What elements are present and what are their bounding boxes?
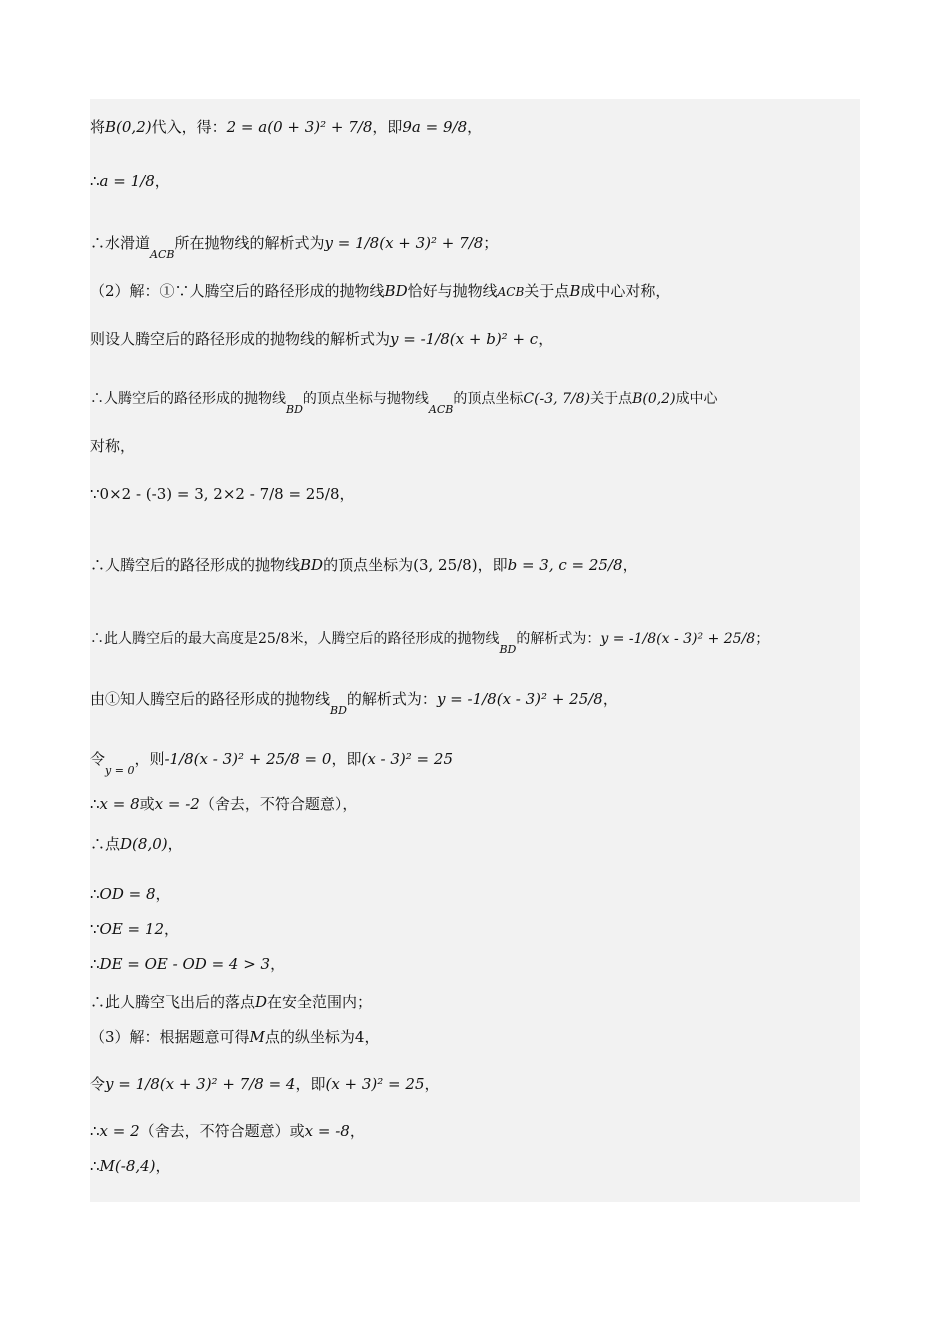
- text: 关于点: [524, 282, 570, 300]
- line-de: [90, 954, 285, 974]
- text: 水滑道: [105, 234, 151, 252]
- math: (x + 3)² = 25: [325, 1075, 425, 1093]
- math: a = 1/8: [99, 172, 155, 190]
- text: 则设人腾空后的路径形成的抛物线的解析式为: [90, 330, 391, 348]
- math: ACB: [150, 248, 175, 261]
- therefore-symbol: ∴: [90, 955, 100, 973]
- therefore-symbol: ∴: [90, 391, 104, 407]
- therefore-symbol: ∴: [90, 1122, 100, 1140]
- line-part3: [90, 1027, 379, 1047]
- text: 将: [90, 118, 106, 136]
- math: C(-3, 7/8): [523, 391, 591, 407]
- math: 2 = a(0 + 3)² + 7/8: [226, 118, 373, 136]
- math: 25/8: [258, 631, 290, 647]
- math: BD: [384, 282, 408, 300]
- text: 或: [139, 795, 155, 813]
- math: DE = OE - OD = 4 > 3: [99, 955, 271, 973]
- math: x = 8: [99, 795, 140, 813]
- math: BD: [330, 704, 347, 717]
- line-acb-equation: [90, 233, 498, 265]
- math: B(0,2): [105, 118, 152, 136]
- line-oe: [90, 919, 179, 939]
- text: ，: [467, 118, 483, 136]
- therefore-symbol: ∴: [90, 885, 100, 903]
- text: ∴点: [90, 835, 121, 853]
- because-symbol: ∵: [90, 485, 100, 503]
- math: BD: [499, 643, 517, 656]
- therefore-symbol: ∴: [90, 1157, 100, 1175]
- text: ，: [155, 1157, 171, 1175]
- math: ACB: [497, 285, 525, 299]
- text: 的解析式为：: [516, 631, 601, 647]
- math: D: [255, 993, 268, 1011]
- math: 9a = 9/8: [402, 118, 468, 136]
- text: 成中心对称，: [580, 282, 671, 300]
- math: 0×2 - (-3) = 3, 2×2 - 7/8 = 25/8: [99, 485, 340, 503]
- text: ；: [755, 631, 770, 647]
- line-vertex-calc: [90, 484, 355, 504]
- text: 的解析式为：: [346, 690, 437, 708]
- line-part2-symmetric: [90, 281, 670, 302]
- line-let-y4: [90, 1074, 440, 1094]
- line-assume-bd: [90, 329, 553, 349]
- text: 对称，: [90, 437, 136, 455]
- text: 在安全范围内；: [267, 993, 373, 1011]
- text: ；: [483, 234, 499, 252]
- line-bd-vertex: [90, 555, 638, 575]
- text: 关于点: [590, 391, 633, 407]
- text: ∴人腾空后的路径形成的抛物线: [90, 556, 301, 574]
- text: ，: [155, 885, 171, 903]
- text: ，: [167, 835, 183, 853]
- line-safe: [90, 992, 372, 1012]
- text: ，则: [134, 750, 165, 768]
- text: 人腾空后的路径形成的抛物线: [104, 391, 286, 407]
- text: 由①知人腾空后的路径形成的抛物线: [90, 690, 331, 708]
- math: y = -1/8(x - 3)² + 25/8: [600, 631, 756, 647]
- math: -1/8(x - 3)² + 25/8 = 0: [164, 750, 332, 768]
- math: x = -8: [304, 1122, 350, 1140]
- text: ，: [622, 556, 638, 574]
- math: OD = 8: [99, 885, 156, 903]
- text: 成中心: [675, 391, 718, 407]
- text: 所在抛物线的解析式为: [174, 234, 325, 252]
- math: y = -1/8(x - 3)² + 25/8: [436, 690, 603, 708]
- text: ，: [424, 1075, 440, 1093]
- solution-panel: [90, 99, 860, 1202]
- therefore-symbol: ∴: [90, 795, 100, 813]
- line-max-height: [90, 629, 769, 660]
- math: b = 3, c = 25/8: [507, 556, 623, 574]
- text: 点的纵坐标为4，: [264, 1028, 380, 1046]
- text: 的顶点坐标与抛物线: [302, 391, 429, 407]
- math: B: [569, 282, 581, 300]
- text: 令: [90, 750, 106, 768]
- text: ，即: [477, 556, 508, 574]
- line-substitute-b: [90, 117, 482, 137]
- because-symbol: ∵: [90, 920, 100, 938]
- text: ，: [270, 955, 286, 973]
- text: 的顶点坐标为: [323, 556, 414, 574]
- text: ，即: [295, 1075, 326, 1093]
- text: ，即: [372, 118, 403, 136]
- text: ，: [538, 330, 554, 348]
- text: 米，人腾空后的路径形成的抛物线: [289, 631, 500, 647]
- math: y = 0: [105, 764, 135, 777]
- line-od: [90, 884, 171, 904]
- line-a-value: [90, 171, 170, 191]
- math: (x - 3)² = 25: [361, 750, 453, 768]
- text: ，: [154, 172, 170, 190]
- text: ，即: [331, 750, 362, 768]
- math: BD: [300, 556, 324, 574]
- text: （2）解：①∵人腾空后的路径形成的抛物线: [90, 282, 385, 300]
- text: ，: [164, 920, 180, 938]
- line-x-roots: [90, 794, 357, 814]
- math: M: [249, 1028, 265, 1046]
- math: y = 1/8(x + 3)² + 7/8: [324, 234, 484, 252]
- text: 代入，得：: [151, 118, 227, 136]
- math: x = 2: [99, 1122, 140, 1140]
- math: y = -1/8(x + b)² + c: [390, 330, 539, 348]
- text: （舍去，不符合题意），: [199, 795, 358, 813]
- text: ∴此人腾空飞出后的落点: [90, 993, 256, 1011]
- math: OE = 12: [99, 920, 164, 938]
- math: y = 1/8(x + 3)² + 7/8 = 4: [105, 1075, 296, 1093]
- text: ∴此人腾空后的最大高度是: [90, 631, 258, 647]
- math: M(-8,4): [99, 1157, 156, 1175]
- line-x-roots-2: [90, 1121, 365, 1141]
- math: (3, 25/8): [413, 556, 478, 574]
- line-point-d: [90, 834, 183, 854]
- line-point-m: [90, 1156, 171, 1176]
- line-symmetric-cont: [90, 436, 135, 456]
- math: ACB: [428, 403, 454, 416]
- line-vertex-symmetric: [90, 389, 718, 420]
- therefore-symbol: ∴: [90, 234, 106, 252]
- text: ，: [602, 690, 618, 708]
- text: （舍去，不符合题意）或: [139, 1122, 305, 1140]
- math: B(0,2): [632, 391, 676, 407]
- text: （3）解：根据题意可得: [90, 1028, 250, 1046]
- text: 的顶点坐标: [453, 391, 524, 407]
- math: D(8,0): [120, 835, 168, 853]
- math: BD: [286, 403, 303, 416]
- text: 令: [90, 1075, 106, 1093]
- text: ，: [339, 485, 355, 503]
- math: x = -2: [154, 795, 200, 813]
- text: ，: [349, 1122, 365, 1140]
- therefore-symbol: ∴: [90, 172, 100, 190]
- text: 恰好与抛物线: [407, 282, 498, 300]
- line-bd-equation: [90, 689, 618, 721]
- line-let-y0: [90, 749, 453, 781]
